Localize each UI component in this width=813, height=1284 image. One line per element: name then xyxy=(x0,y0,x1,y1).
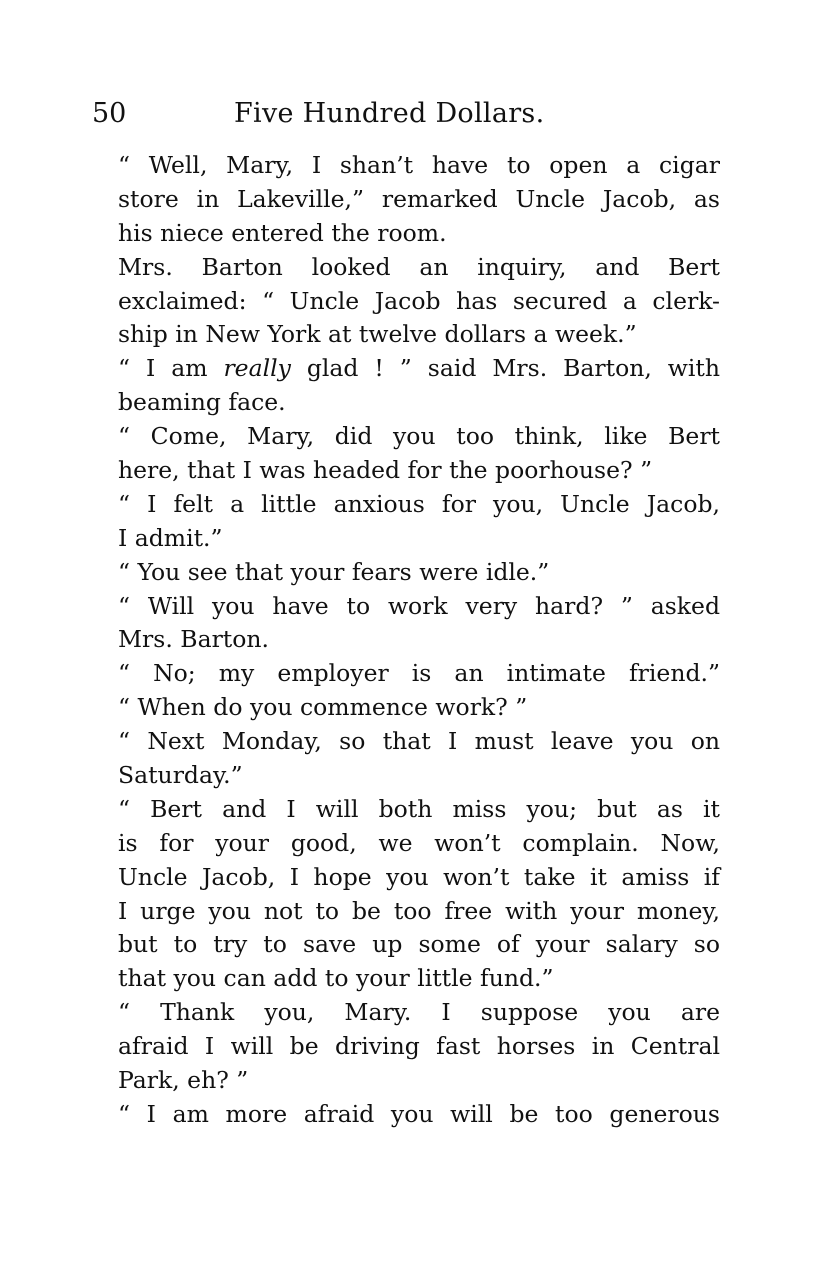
text-line: is for your good, we won’t complain. Now, xyxy=(118,828,720,857)
text-line: “ Come, Mary, did you too think, like Bert xyxy=(118,422,720,451)
paragraph xyxy=(90,996,720,1098)
text-line: Park, eh? ” xyxy=(118,1066,249,1095)
text-line: “ I am more afraid you will be too generous xyxy=(118,1099,720,1128)
paragraph xyxy=(90,352,720,420)
text-line: afraid I will be driving fast horses in Central xyxy=(118,1032,720,1061)
text-line: “ When do you commence work? ” xyxy=(118,693,528,722)
text-line: “ No; my employer is an intimate friend.” xyxy=(118,659,720,688)
text-line: his niece entered the room. xyxy=(118,218,447,247)
body-text xyxy=(90,149,720,1132)
text-run: glad ! ” said Mrs. Barton, with xyxy=(290,354,720,383)
paragraph xyxy=(90,251,720,353)
paragraph xyxy=(90,1098,720,1132)
text-line xyxy=(90,352,720,386)
paragraph xyxy=(90,149,720,251)
text-line: ship in New York at twelve dollars a week.” xyxy=(118,320,637,349)
text-line: “ You see that your fears were idle.” xyxy=(118,557,550,586)
text-line: Saturday.” xyxy=(118,761,243,790)
text-line: here, that I was headed for the poorhouse? ” xyxy=(118,456,653,485)
paragraph xyxy=(90,793,720,996)
text-line: “ Well, Mary, I shan’t have to open a cigar xyxy=(118,151,720,179)
text-line: “ Thank you, Mary. I suppose you are xyxy=(118,998,720,1027)
text-line: store in Lakeville,” remarked Uncle Jacob, as xyxy=(118,184,720,213)
text-line: that you can add to your little fund.” xyxy=(118,964,554,993)
page-header xyxy=(92,94,722,134)
text-line: Mrs. Barton. xyxy=(118,625,270,654)
text-line: “ Next Monday, so that I must leave you on xyxy=(118,727,720,756)
paragraph xyxy=(90,691,720,725)
text-line: Mrs. Barton looked an inquiry, and Bert xyxy=(118,252,720,281)
text-line: “ I felt a little anxious for you, Uncle Jacob, xyxy=(118,489,720,518)
paragraph xyxy=(90,488,720,556)
paragraph xyxy=(90,556,720,590)
italic-word: really xyxy=(223,354,291,383)
text-line: I admit.” xyxy=(118,523,223,552)
text-line: but to try to save up some of your salary so xyxy=(118,930,720,959)
paragraph xyxy=(90,590,720,658)
running-title: Five Hundred Dollars. xyxy=(234,98,545,129)
text-line xyxy=(90,386,720,420)
text-run: beaming face. xyxy=(118,388,286,417)
paragraph xyxy=(90,420,720,488)
text-line: “ Bert and I will both miss you; but as it xyxy=(118,794,720,823)
text-line: I urge you not to be too free with your money, xyxy=(118,896,720,925)
paragraph xyxy=(90,725,720,793)
text-line: exclaimed: “ Uncle Jacob has secured a clerk- xyxy=(118,286,720,315)
text-line: Uncle Jacob, I hope you won’t take it amiss if xyxy=(118,862,720,891)
paragraph xyxy=(90,657,720,691)
text-run: “ I am xyxy=(118,354,224,383)
text-line: “ Will you have to work very hard? ” asked xyxy=(118,591,720,620)
page-number: 50 xyxy=(92,98,127,129)
